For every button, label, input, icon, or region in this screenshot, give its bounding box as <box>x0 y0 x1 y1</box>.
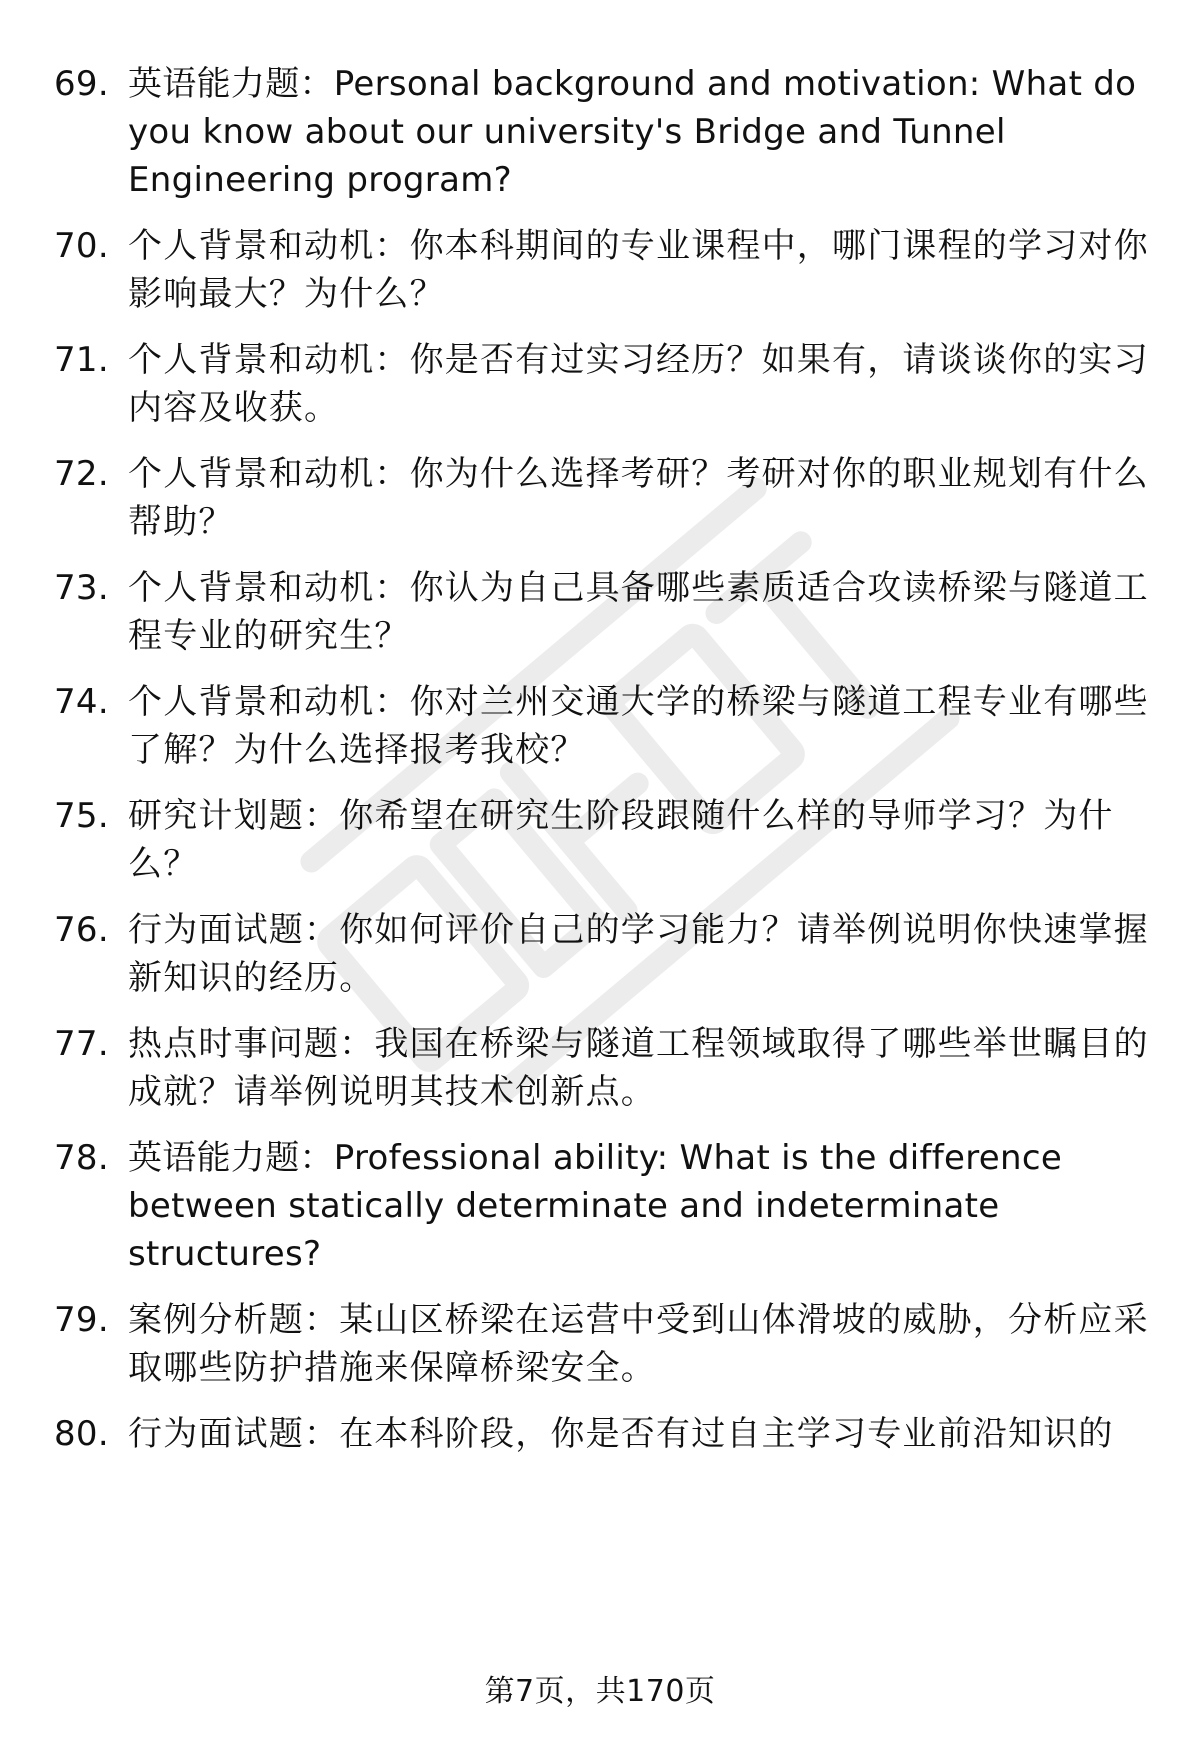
list-item <box>54 222 1154 318</box>
question-number: 79. <box>54 1300 109 1340</box>
question-text: 个人背景和动机：你为什么选择考研？考研对你的职业规划有什么帮助？ <box>128 454 1149 542</box>
list-item <box>54 792 1154 888</box>
question-number: 69. <box>54 64 109 104</box>
list-item <box>54 336 1154 432</box>
question-text: 英语能力题：Professional ability: What is the difference between statically determinate and indeterminate structures? <box>128 1138 1063 1274</box>
list-item <box>54 1134 1154 1278</box>
list-item <box>54 60 1154 204</box>
question-text: 个人背景和动机：你是否有过实习经历？如果有，请谈谈你的实习内容及收获。 <box>128 340 1149 428</box>
question-text: 热点时事问题：我国在桥梁与隧道工程领域取得了哪些举世瞩目的成就？请举例说明其技术创新点。 <box>128 1024 1149 1112</box>
question-number: 76. <box>54 910 109 950</box>
question-number: 71. <box>54 340 109 380</box>
question-text: 英语能力题：Personal background and motivation: What do you know about our university's Bridge and Tunnel Engineering program? <box>128 64 1137 200</box>
question-number: 80. <box>54 1414 109 1454</box>
list-item <box>54 1296 1154 1392</box>
list-item <box>54 906 1154 1002</box>
question-number: 74. <box>54 682 109 722</box>
list-item <box>54 450 1154 546</box>
question-text: 研究计划题：你希望在研究生阶段跟随什么样的导师学习？为什么？ <box>128 796 1114 884</box>
question-number: 77. <box>54 1024 109 1064</box>
question-number: 70. <box>54 226 109 266</box>
question-list <box>54 60 1154 1476</box>
list-item <box>54 678 1154 774</box>
question-number: 73. <box>54 568 109 608</box>
question-text: 行为面试题：你如何评价自己的学习能力？请举例说明你快速掌握新知识的经历。 <box>128 910 1149 998</box>
question-text: 行为面试题：在本科阶段，你是否有过自主学习专业前沿知识的 <box>128 1414 1114 1454</box>
question-number: 78. <box>54 1138 109 1178</box>
question-number: 72. <box>54 454 109 494</box>
list-item <box>54 1020 1154 1116</box>
list-item <box>54 1410 1154 1458</box>
question-text: 个人背景和动机：你本科期间的专业课程中，哪门课程的学习对你影响最大？为什么？ <box>128 226 1149 314</box>
list-item <box>54 564 1154 660</box>
page-number-footer: 第7页，共170页 <box>484 1674 716 1709</box>
question-number: 75. <box>54 796 109 836</box>
question-text: 案例分析题：某山区桥梁在运营中受到山体滑坡的威胁，分析应采取哪些防护措施来保障桥梁安全。 <box>128 1300 1149 1388</box>
question-text: 个人背景和动机：你认为自己具备哪些素质适合攻读桥梁与隧道工程专业的研究生？ <box>128 568 1149 656</box>
question-text: 个人背景和动机：你对兰州交通大学的桥梁与隧道工程专业有哪些了解？为什么选择报考我校？ <box>128 682 1149 770</box>
